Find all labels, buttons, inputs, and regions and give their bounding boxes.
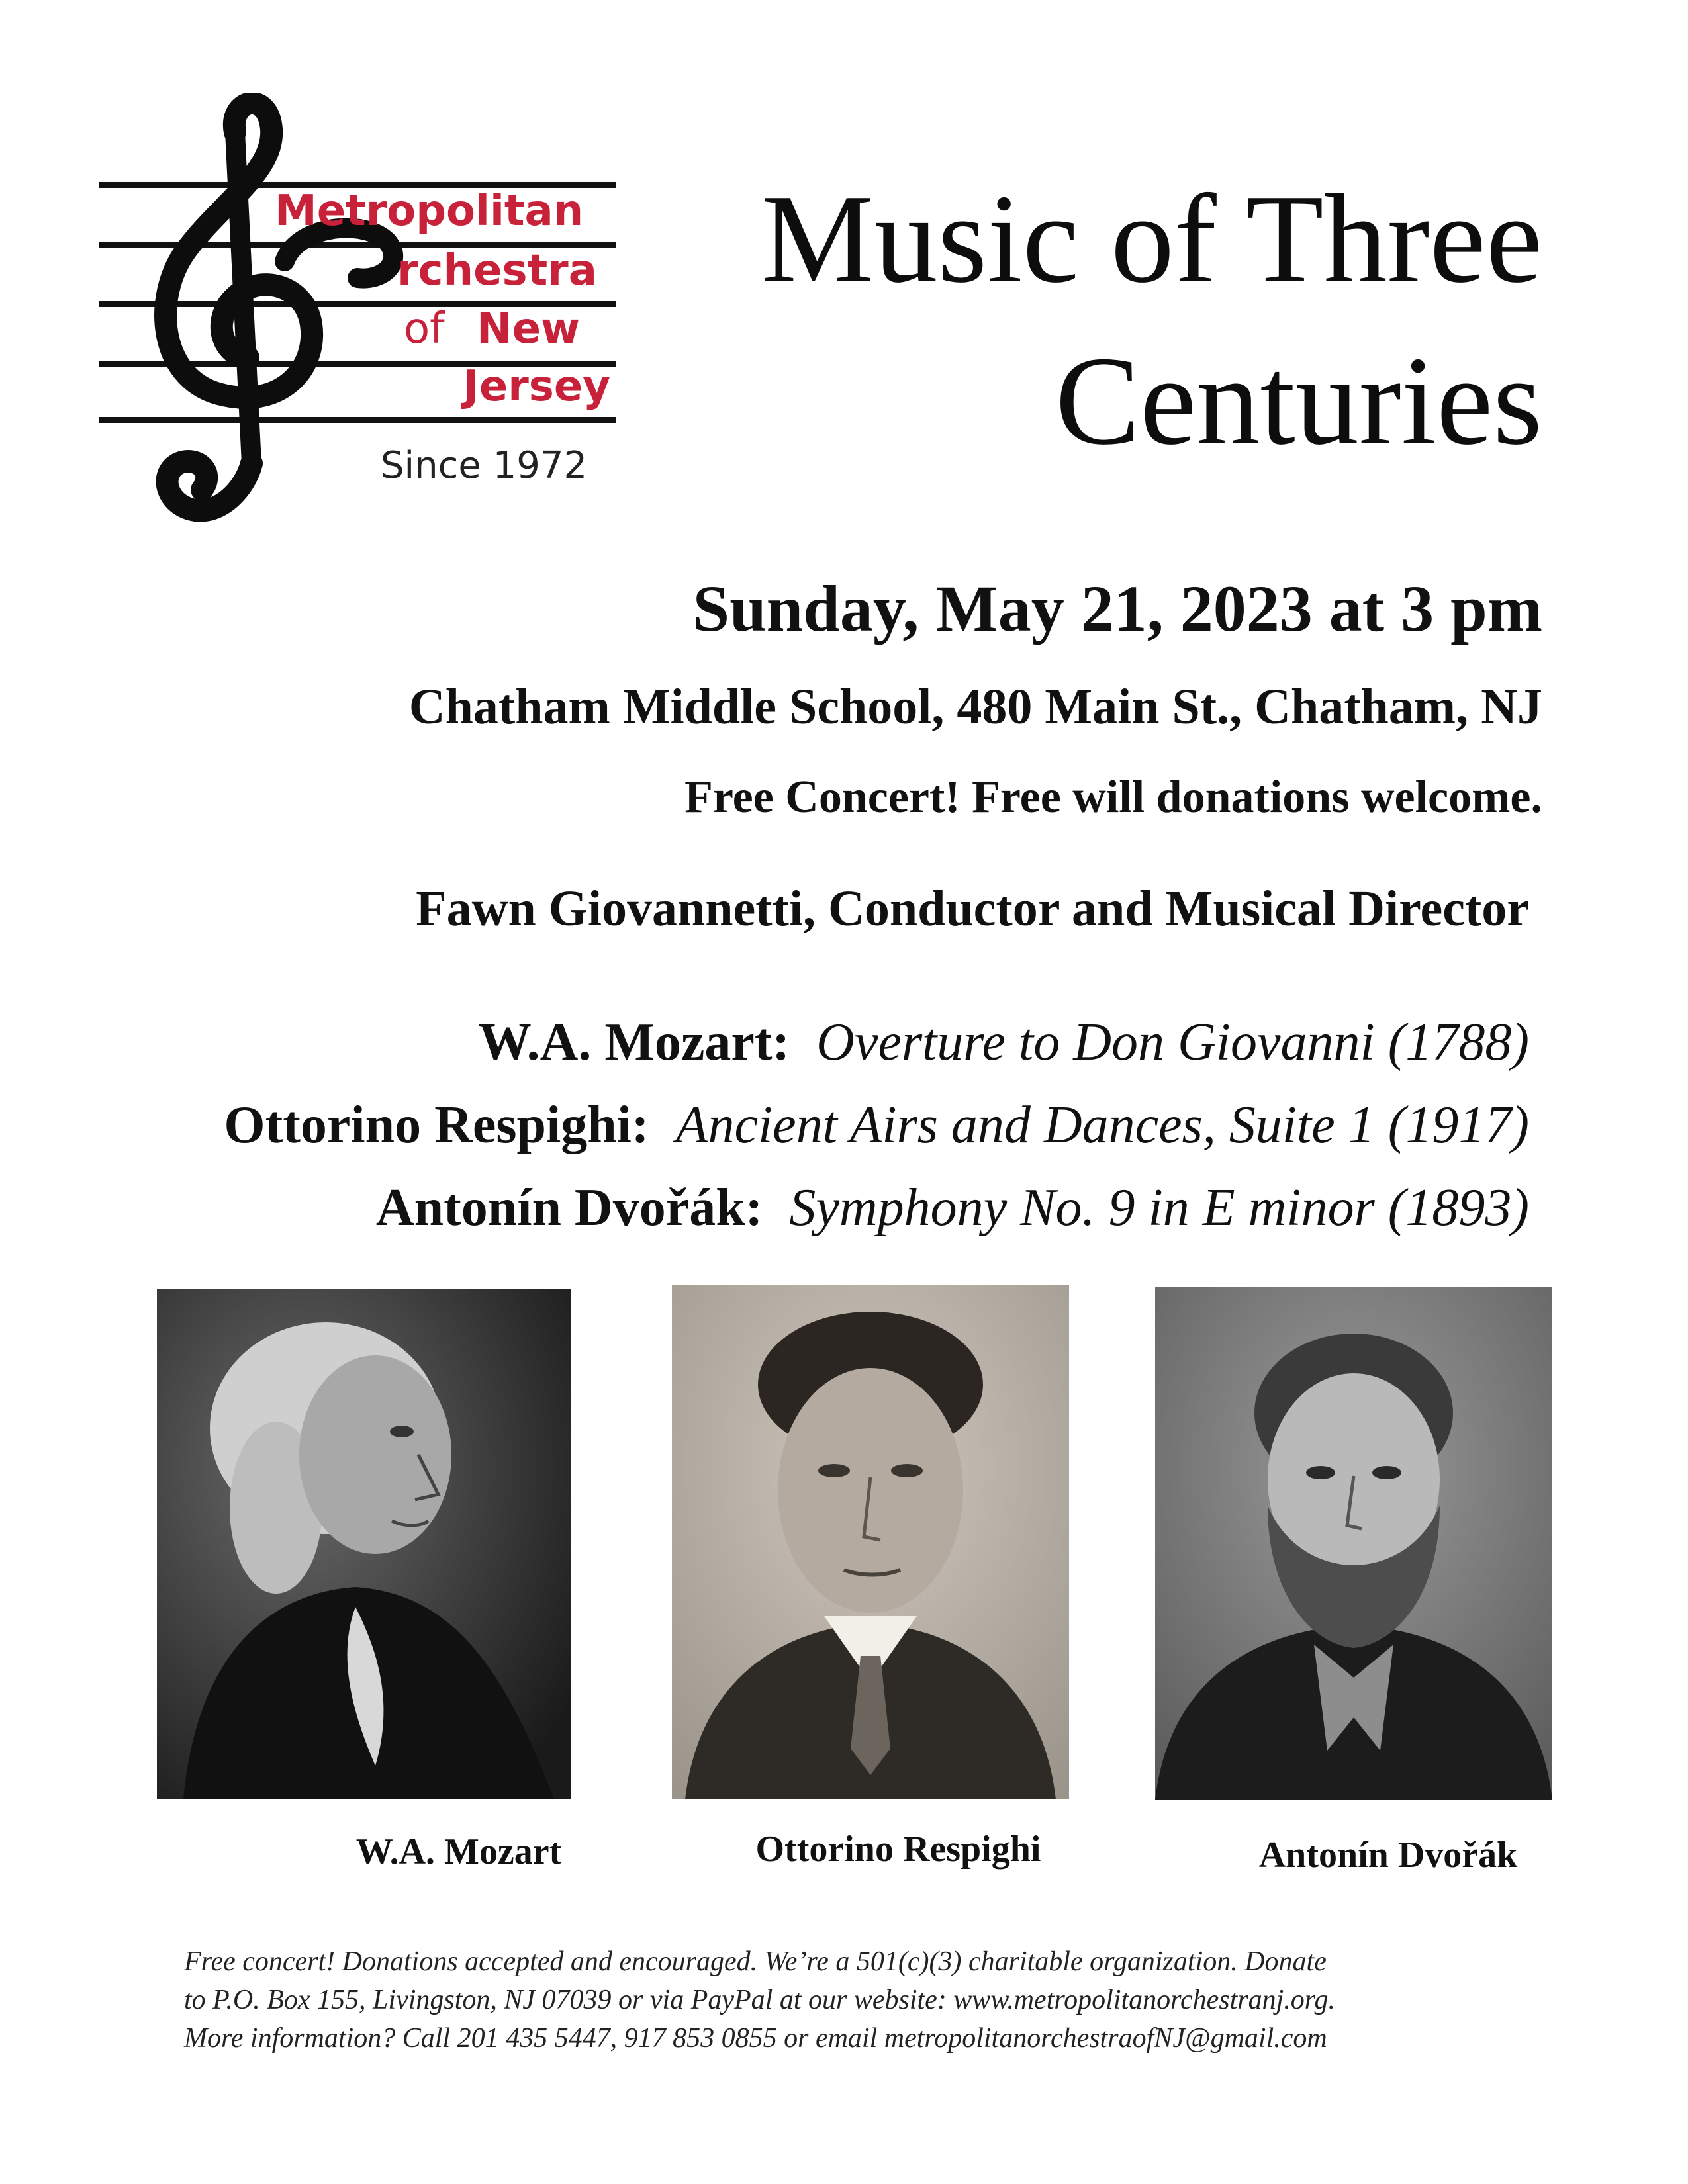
program-composer: W.A. Mozart: <box>478 1013 790 1071</box>
program-work: Overture to Don Giovanni (1788) <box>816 1013 1529 1071</box>
program-work: Ancient Airs and Dances, Suite 1 (1917) <box>675 1096 1529 1154</box>
logo-graphic <box>86 93 616 529</box>
portrait-respighi <box>672 1285 1069 1799</box>
portrait-caption-dvorak: Antonín Dvořák <box>1258 1835 1518 1876</box>
portrait-mozart <box>157 1289 571 1799</box>
portrait-dvorak <box>1155 1287 1552 1800</box>
program-item <box>224 1096 1529 1154</box>
orchestra-logo <box>86 93 616 529</box>
program-composer: Ottorino Respighi: <box>224 1096 649 1154</box>
footer-line-3: More information? Call 201 435 5447, 917 853 0855 or email metropolitanorchestraofNJ@gmail.com <box>184 2023 1327 2054</box>
event-conductor: Fawn Giovannetti, Conductor and Musical Director <box>416 881 1529 936</box>
portrait-caption-respighi: Ottorino Respighi <box>755 1829 1041 1870</box>
footer-line-2: to P.O. Box 155, Livingston, NJ 07039 or via PayPal at our website: www.metropolitanorchestranj.org. <box>184 1985 1336 2015</box>
program-work: Symphony No. 9 in E minor (1893) <box>789 1179 1529 1237</box>
footer-line-1: Free concert! Donations accepted and encouraged. We’re a 501(c)(3) charitable organization. Donate <box>184 1946 1327 1977</box>
logo-line-new: New <box>477 304 581 353</box>
logo-line-jersey: Jersey <box>463 362 610 411</box>
logo-line-of: of <box>404 304 445 353</box>
page-title-line-1: Music of Three <box>761 168 1542 309</box>
footer-note <box>184 1942 1574 2058</box>
logo-line-metropolitan: Metropolitan <box>275 187 584 236</box>
event-date: Sunday, May 21, 2023 at 3 pm <box>692 572 1542 645</box>
program-item <box>375 1179 1529 1237</box>
program-composer: Antonín Dvořák: <box>375 1179 763 1237</box>
event-admission: Free Concert! Free will donations welcome. <box>684 772 1542 823</box>
logo-line-orchestra: rchestra <box>397 246 597 295</box>
event-venue: Chatham Middle School, 480 Main St., Chatham, NJ <box>408 679 1542 735</box>
portrait-caption-mozart: W.A. Mozart <box>355 1831 562 1872</box>
logo-since: Since 1972 <box>381 444 588 487</box>
page-title-line-2: Centuries <box>1055 330 1542 471</box>
program-item <box>478 1013 1529 1071</box>
